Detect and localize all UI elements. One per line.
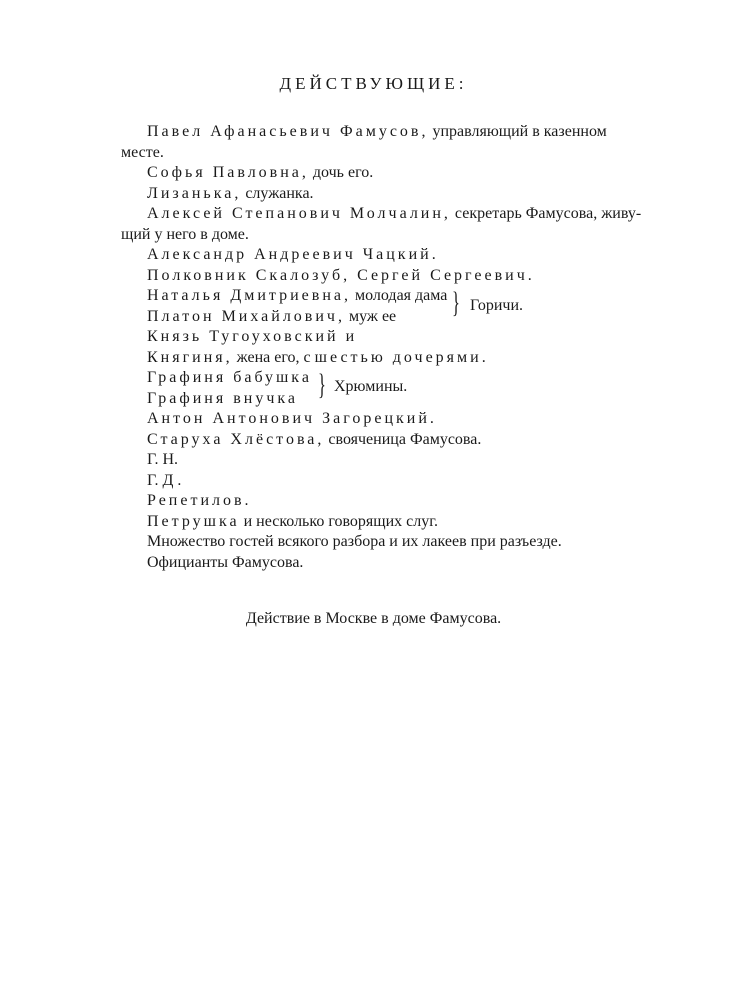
cast-entry-knyaginya	[147, 348, 489, 368]
cast-entry-famusov	[147, 122, 607, 142]
character-name: Лизанька,	[147, 185, 242, 202]
character-name: Алексей Степанович Молчалин,	[147, 205, 451, 222]
group-label-gorichi: Горичи.	[470, 297, 524, 314]
character-description: свояченица Фамусова.	[328, 431, 482, 448]
character-description: служанка.	[245, 185, 314, 202]
character-description: дочь его.	[312, 164, 374, 181]
cast-entry-grandma: Графиня бабушка	[147, 369, 312, 386]
character-description: управляющий в казенном	[432, 123, 607, 140]
cast-entry-platon	[147, 307, 396, 327]
character-description: жена его, с	[236, 349, 311, 366]
cast-entry-famusov-cont: месте.	[121, 144, 164, 161]
character-description: и несколько говорящих слуг.	[243, 513, 439, 530]
cast-entry-molchalin	[147, 204, 641, 224]
character-name: Наталья Дмитриевна,	[147, 287, 351, 304]
cast-entry-sofya	[147, 163, 373, 183]
cast-entry-molchalin-cont: щий у него в доме.	[121, 226, 249, 243]
character-description: молодая дама	[354, 287, 448, 304]
cast-entry-zagoretsky: Антон Антонович Загорецкий.	[147, 410, 437, 427]
cast-entry-skalozub: Полковник Скалозуб, Сергей Сергеевич.	[147, 267, 535, 284]
character-name: Петрушка	[147, 513, 240, 530]
character-description: муж ее	[348, 308, 397, 325]
page-heading: ДЕЙСТВУЮЩИЕ:	[279, 74, 468, 93]
cast-entry-granddaughter: Графиня внучка	[147, 390, 298, 407]
cast-entry-gn: Г. Н.	[147, 451, 178, 468]
character-name: Княгиня,	[147, 349, 233, 366]
character-name: Софья Павловна,	[147, 164, 309, 181]
cast-entry-liza	[147, 184, 314, 204]
cast-entry-natalya	[147, 286, 447, 306]
character-description: секретарь Фамусова, живу-	[454, 205, 642, 222]
cast-entry-repetilov: Репетилов.	[147, 492, 252, 509]
cast-entry-chatsky: Александр Андреевич Чацкий.	[147, 246, 439, 263]
cast-entry-waiters: Официанты Фамусова.	[147, 554, 304, 571]
group-label-khryumins: Хрюмины.	[334, 378, 408, 395]
character-name: Платон Михайлович,	[147, 308, 345, 325]
right-brace-icon: }	[452, 286, 460, 319]
setting-note: Действие в Москве в доме Фамусова.	[245, 610, 502, 627]
character-name: Павел Афанасьевич Фамусов,	[147, 123, 429, 140]
right-brace-icon: }	[318, 368, 326, 401]
cast-entry-khlestova	[147, 430, 481, 450]
character-name: Старуха Хлёстова,	[147, 431, 325, 448]
character-description-spaced: шестью дочерями.	[314, 349, 489, 366]
cast-entry-petrushka	[147, 512, 438, 532]
cast-entry-tugoukhovsky: Князь Тугоуховский и	[147, 328, 358, 345]
cast-entry-gd: Г. Д .	[147, 472, 182, 489]
cast-entry-guests: Множество гостей всякого разбора и их лакеев при разъезде.	[147, 533, 562, 550]
